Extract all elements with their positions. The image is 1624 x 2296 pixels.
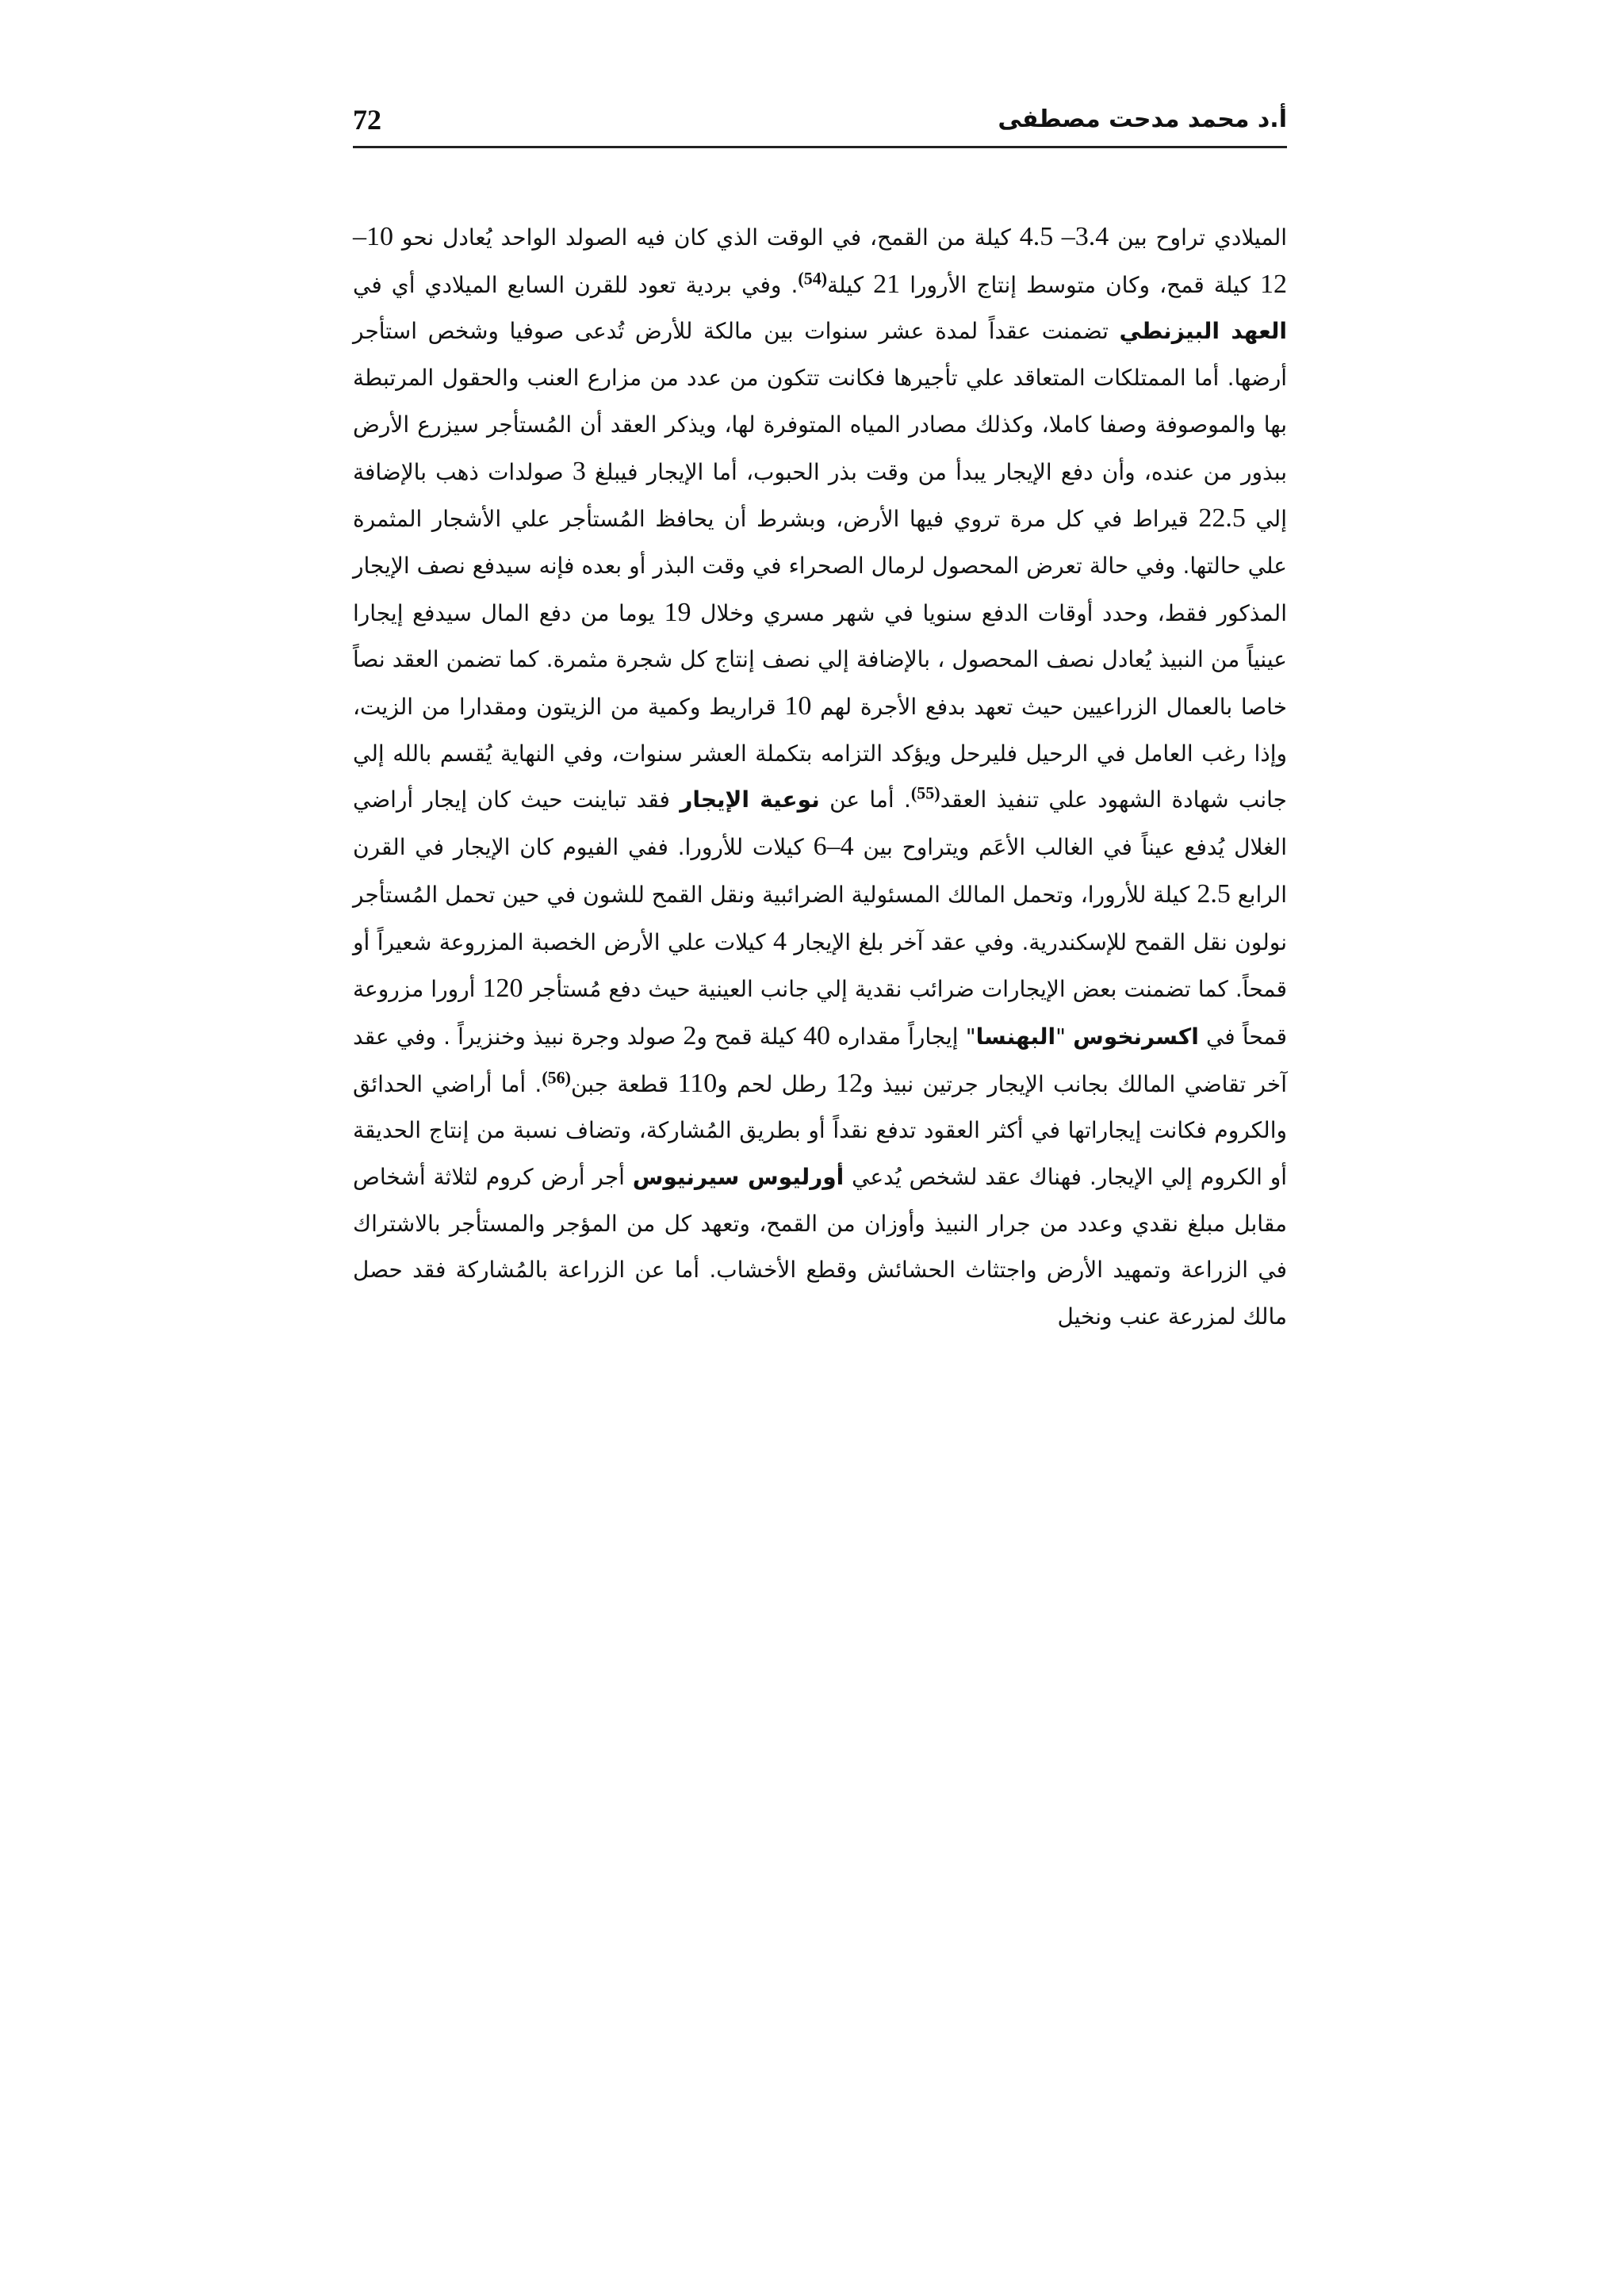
bold-term: نوعية الإيجار (680, 786, 820, 813)
bold-term: اكسرنخوس (1073, 1023, 1199, 1050)
bold-term: البهنسا (975, 1023, 1056, 1050)
number: 4–6 (813, 832, 854, 862)
number: 3 (572, 456, 586, 486)
number: 10–12 (353, 222, 1287, 299)
running-header (353, 99, 1287, 147)
footnote-ref-55: (55) (910, 783, 940, 804)
number: 110 (677, 1068, 718, 1098)
bold-term: العهد البيزنطي (1119, 318, 1287, 345)
number: 19 (664, 597, 691, 627)
number: 21 (873, 269, 901, 299)
number: 3.4– 4.5 (1019, 222, 1109, 251)
number: 2.5 (1197, 878, 1231, 909)
footnote-ref-56: (56) (542, 1067, 571, 1088)
number: 4 (773, 926, 787, 956)
number: 12 (835, 1068, 863, 1098)
header-rule (353, 146, 1287, 148)
number: 120 (482, 974, 523, 1004)
header-author: أ.د محمد مدحت مصطفى (998, 105, 1287, 133)
page-number: 72 (353, 104, 381, 136)
bold-term: أورليوس سيرنيوس (632, 1164, 845, 1191)
number: 22.5 (1198, 503, 1246, 534)
number: 2 (683, 1020, 697, 1050)
body-paragraph: الميلادي تراوح بين 3.4– 4.5 كيلة من القمح، في الوقت الذي كان فيه الصولد الواحد يُعادل نحو 10–12 كيلة قمح، وكان متوسط إنتاج الأرورا 21 كيلة$^{(54)}$. وفي بردية تعود للقرن السابع الميلادي أي في العهد البيزنطي تضمنت عقداً لمدة عشر سنوات بين مالكة للأرض تُدعى صوفيا وشخص استأجر أرضها. أما الممتلكات المتعاقد علي تأجيرها فكانت تتكون من عدد من مزارع العنب والحقول المرتبطة بها والموصوفة وصفا كاملا، وكذلك مصادر المياه المتوفرة لها، ويذكر العقد أن المُستأجر سيزرع الأرض ببذور من عنده، وأن دفع الإيجار يبدأ من وقت بذر الحبوب، أما الإيجار فيبلغ 3 صولدات ذهب بالإضافة إلي 22.5 قيراط في كل مرة تروي فيها الأرض، وبشرط أن يحافظ المُستأجر علي الأشجار المثمرة علي حالتها. وفي حالة تعرض المحصول لرمال الصحراء في وقت البذر أو بعده فإنه سيدفع نصف الإيجار المذكور فقط، وحدد أوقات الدفع سنويا في شهر مسري وخلال 19 يوما من دفع المال سيدفع إيجارا عينياً من النبيذ يُعادل نصف المحصول ، بالإضافة إلي نصف إنتاج كل شجرة مثمرة. كما تضمن العقد نصاً خاصا بالعمال الزراعيين حيث تعهد بدفع الأجرة لهم 10 قراريط وكمية من الزيتون ومقدارا من الزيت، وإذا رغب العامل في الرحيل فليرحل ويؤكد التزامه بتكملة العشر سنوات، وفي النهاية يُقسم بالله إلي جانب شهادة الشهود علي تنفيذ العقد$^{(55)}$. أما عن نوعية الإيجار فقد تباينت حيث كان إيجار أراضي الغلال يُدفع عيناً في الغالب الأعَم ويتراوح بين 4–6 كيلات للأرورا. ففي الفيوم كان الإيجار في القرن الرابع 2.5 كيلة للأرورا، وتحمل المالك المسئولية الضرائبية ونقل القمح للشون في حين تحمل المُستأجر نولون نقل القمح للإسكندرية. وفي عقد آخر بلغ الإيجار 4 كيلات علي الأرض الخصبة المزروعة شعيراً أو قمحاً. كما تضمنت بعض الإيجارات ضرائب نقدية إلي جانب العينية حيث دفع مُستأجر 120 أرورا مزروعة قمحاً في اكسرنخوس "البهنسا" إيجاراً مقداره 40 كيلة قمح و2 صولد وجرة نبيذ وخنزيراً . وفي عقد آخر تقاضي المالك بجانب الإيجار جرتين نبيذ و12 رطل لحم و110 قطعة جبن$^{(56)}$. أما أراضي الحدائق والكروم فكانت إيجاراتها في أكثر العقود تدفع نقداً أو بطريق المُشاركة، وتضاف نسبة من إنتاج الحديقة أو الكروم إلي الإيجار. فهناك عقد لشخص يُدعي أورليوس سيرنيوس أجر أرض كروم لثلاثة أشخاص مقابل مبلغ نقدي وعدد من جرار النبيذ وأوزان من القمح، وتعهد كل من المؤجر والمستأجر بالاشتراك في الزراعة وتمهيد الأرض واجتثاث الحشائش وقطع الأخشاب. أما عن الزراعة بالمُشاركة فقد حصل مالك لمزرعة عنب ونخيل (353, 222, 1288, 1330)
number: 10 (784, 691, 812, 721)
number: 40 (802, 1020, 830, 1050)
footnote-ref-54: (54) (798, 268, 828, 289)
